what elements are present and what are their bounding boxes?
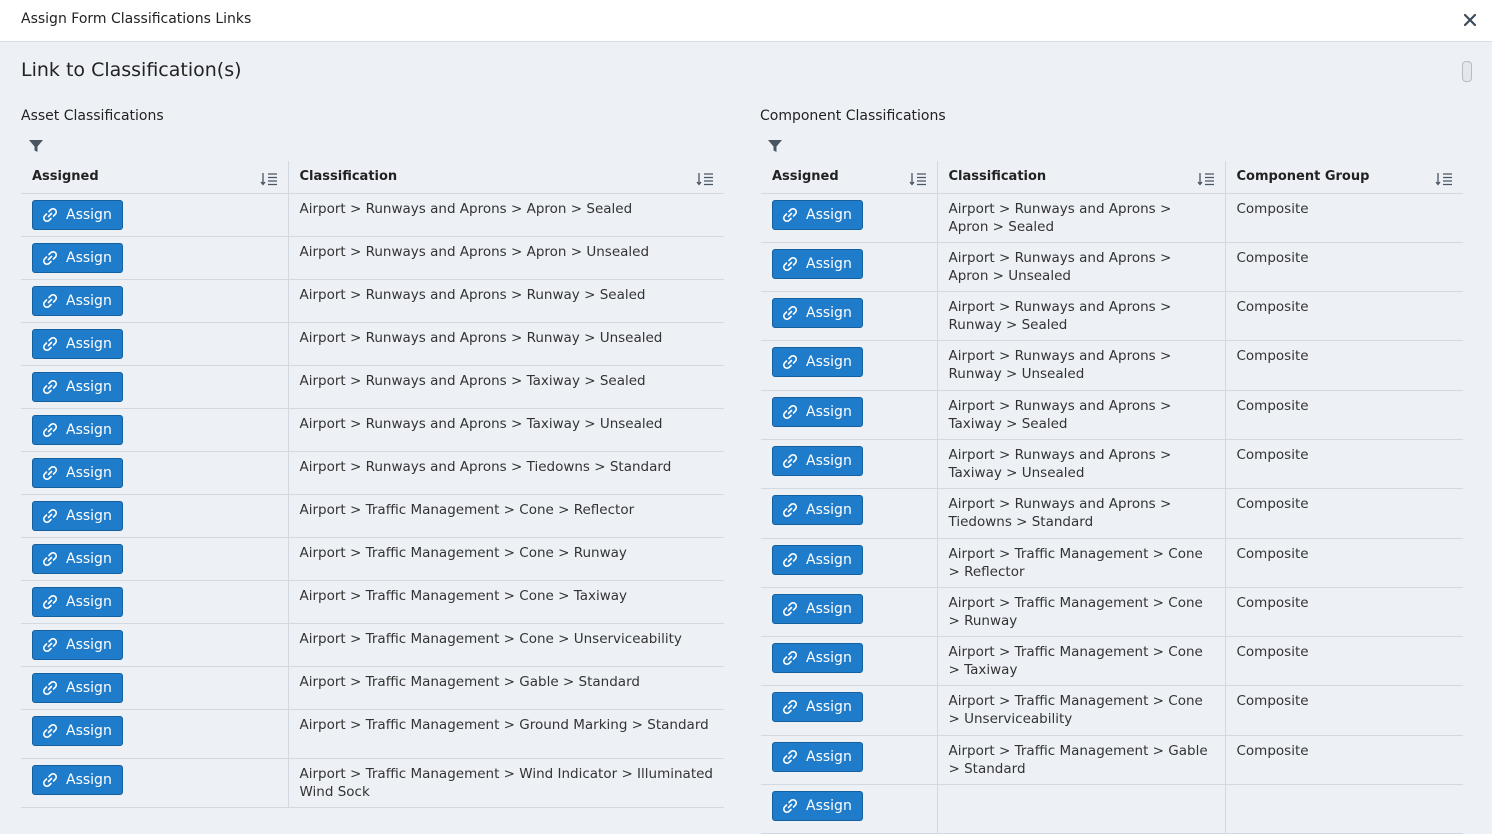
asset-section-title: Asset Classifications <box>21 108 164 124</box>
assign-button[interactable] <box>772 742 863 772</box>
table-row <box>21 193 724 236</box>
component-group-cell: Composite <box>1225 390 1463 439</box>
assign-button[interactable] <box>32 587 123 617</box>
component-group-cell: Composite <box>1225 292 1463 341</box>
component-group-cell: Composite <box>1225 686 1463 735</box>
table-row <box>21 236 724 279</box>
assign-label: Assign <box>806 699 852 716</box>
link-icon <box>782 404 798 420</box>
component-group-cell: Composite <box>1225 193 1463 242</box>
classification-cell: Airport > Runways and Aprons > Tiedowns > Standard <box>288 451 724 494</box>
assign-label: Assign <box>66 249 112 266</box>
component-group-cell: Composite <box>1225 439 1463 488</box>
classification-cell: Airport > Traffic Management > Cone > Reflector <box>937 538 1225 587</box>
component-col-assigned-label: Assigned <box>772 169 839 185</box>
assign-button[interactable] <box>32 716 123 746</box>
component-group-cell: Composite <box>1225 735 1463 784</box>
component-col-classification-label: Classification <box>948 169 1047 185</box>
classification-cell: Airport > Traffic Management > Gable > Standard <box>937 735 1225 784</box>
classification-cell: Airport > Runways and Aprons > Apron > Sealed <box>937 193 1225 242</box>
assign-label: Assign <box>66 636 112 653</box>
classification-cell: Airport > Traffic Management > Ground Marking > Standard <box>288 709 724 758</box>
assign-label: Assign <box>806 305 852 322</box>
sort-icon[interactable] <box>696 171 714 187</box>
link-icon <box>42 336 58 352</box>
table-row <box>21 408 724 451</box>
table-row <box>21 279 724 322</box>
link-icon <box>782 552 798 568</box>
assign-button[interactable] <box>32 243 123 273</box>
assign-label: Assign <box>806 600 852 617</box>
page-heading: Link to Classification(s) <box>21 59 242 81</box>
component-group-cell: Composite <box>1225 341 1463 390</box>
table-row <box>761 686 1463 735</box>
table-row <box>761 587 1463 636</box>
component-col-assigned[interactable] <box>761 161 937 193</box>
link-icon <box>42 250 58 266</box>
asset-col-classification[interactable] <box>288 161 724 193</box>
assign-button[interactable] <box>772 347 863 377</box>
sort-icon[interactable] <box>1435 171 1453 187</box>
table-row <box>761 735 1463 784</box>
link-icon <box>42 594 58 610</box>
table-row <box>21 451 724 494</box>
assign-button[interactable] <box>32 673 123 703</box>
classification-cell: Airport > Traffic Management > Cone > Runway <box>937 587 1225 636</box>
assign-button[interactable] <box>772 397 863 427</box>
assign-label: Assign <box>806 255 852 272</box>
component-group-cell: Composite <box>1225 637 1463 686</box>
table-row <box>21 623 724 666</box>
assign-label: Assign <box>806 798 852 815</box>
component-group-cell <box>1225 785 1463 834</box>
link-icon <box>782 749 798 765</box>
link-icon <box>42 772 58 788</box>
table-row <box>21 709 724 758</box>
sort-icon[interactable] <box>1197 171 1215 187</box>
assign-button[interactable] <box>32 200 123 230</box>
component-col-group[interactable] <box>1225 161 1463 193</box>
link-icon <box>42 422 58 438</box>
link-icon <box>782 502 798 518</box>
classification-cell: Airport > Runways and Aprons > Taxiway > Sealed <box>937 390 1225 439</box>
link-icon <box>782 601 798 617</box>
component-group-cell: Composite <box>1225 538 1463 587</box>
table-row <box>761 242 1463 291</box>
assign-button[interactable] <box>772 545 863 575</box>
table-row <box>761 439 1463 488</box>
table-row <box>21 537 724 580</box>
assign-label: Assign <box>66 206 112 223</box>
link-icon <box>42 637 58 653</box>
assign-button[interactable] <box>772 446 863 476</box>
assign-label: Assign <box>806 354 852 371</box>
dialog-title: Assign Form Classifications Links <box>21 11 252 27</box>
assign-label: Assign <box>806 403 852 420</box>
classification-cell: Airport > Traffic Management > Cone > Runway <box>288 537 724 580</box>
classification-cell: Airport > Runways and Aprons > Runway > Sealed <box>288 279 724 322</box>
table-row <box>761 637 1463 686</box>
assign-label: Assign <box>66 507 112 524</box>
component-group-cell: Composite <box>1225 489 1463 538</box>
classification-cell: Airport > Runways and Aprons > Runway > Unsealed <box>937 341 1225 390</box>
table-row <box>21 494 724 537</box>
link-icon <box>782 256 798 272</box>
table-row <box>761 489 1463 538</box>
classification-cell <box>937 785 1225 834</box>
classification-cell: Airport > Traffic Management > Cone > Taxiway <box>288 580 724 623</box>
table-row <box>21 758 724 807</box>
scrollbar-thumb[interactable] <box>1462 61 1472 82</box>
table-row <box>761 538 1463 587</box>
assign-button[interactable] <box>32 415 123 445</box>
classification-cell: Airport > Traffic Management > Cone > Unserviceability <box>937 686 1225 735</box>
link-icon <box>782 305 798 321</box>
table-row <box>761 292 1463 341</box>
link-icon <box>42 207 58 223</box>
classification-cell: Airport > Traffic Management > Gable > Standard <box>288 666 724 709</box>
assign-label: Assign <box>806 748 852 765</box>
assign-button[interactable] <box>32 501 123 531</box>
table-row <box>21 580 724 623</box>
component-section-title: Component Classifications <box>760 108 946 124</box>
assign-label: Assign <box>66 722 112 739</box>
assign-label: Assign <box>66 378 112 395</box>
assign-label: Assign <box>66 771 112 788</box>
classification-cell: Airport > Runways and Aprons > Tiedowns > Standard <box>937 489 1225 538</box>
assign-button[interactable] <box>32 372 123 402</box>
filter-icon[interactable] <box>28 138 44 154</box>
link-icon <box>782 699 798 715</box>
table-row <box>761 390 1463 439</box>
assign-button[interactable] <box>32 630 123 660</box>
assign-button[interactable] <box>772 249 863 279</box>
asset-grid <box>21 161 724 800</box>
assign-button[interactable] <box>32 765 123 795</box>
link-icon <box>42 293 58 309</box>
classification-cell: Airport > Runways and Aprons > Runway > Sealed <box>937 292 1225 341</box>
assign-button[interactable] <box>32 329 123 359</box>
sort-icon[interactable] <box>260 171 278 187</box>
classification-cell: Airport > Traffic Management > Cone > Unserviceability <box>288 623 724 666</box>
classification-cell: Airport > Runways and Aprons > Taxiway > Sealed <box>288 365 724 408</box>
component-group-cell: Composite <box>1225 242 1463 291</box>
link-icon <box>42 680 58 696</box>
classification-cell: Airport > Traffic Management > Wind Indicator > Illuminated Wind Sock <box>288 758 724 807</box>
link-icon <box>42 508 58 524</box>
asset-col-assigned-label: Assigned <box>32 169 99 185</box>
assign-label: Assign <box>806 502 852 519</box>
link-icon <box>42 551 58 567</box>
assign-button[interactable] <box>32 458 123 488</box>
classification-cell: Airport > Runways and Aprons > Apron > Unsealed <box>288 236 724 279</box>
classification-cell: Airport > Traffic Management > Cone > Taxiway <box>937 637 1225 686</box>
classification-cell: Airport > Runways and Aprons > Runway > Unsealed <box>288 322 724 365</box>
link-icon <box>782 798 798 814</box>
assign-button[interactable] <box>772 791 863 821</box>
assign-label: Assign <box>66 421 112 438</box>
component-col-classification[interactable] <box>937 161 1225 193</box>
component-grid <box>761 161 1463 815</box>
dialog-titlebar <box>0 0 1492 42</box>
assign-button[interactable] <box>772 594 863 624</box>
assign-label: Assign <box>806 551 852 568</box>
assign-label: Assign <box>66 335 112 352</box>
table-row <box>21 666 724 709</box>
table-row <box>761 193 1463 242</box>
assign-button[interactable] <box>772 200 863 230</box>
classification-cell: Airport > Traffic Management > Cone > Reflector <box>288 494 724 537</box>
component-group-cell: Composite <box>1225 587 1463 636</box>
assign-label: Assign <box>66 464 112 481</box>
assign-label: Assign <box>66 593 112 610</box>
assign-label: Assign <box>806 206 852 223</box>
component-col-group-label: Component Group <box>1236 169 1370 185</box>
link-icon <box>782 453 798 469</box>
assign-button[interactable] <box>772 643 863 673</box>
classification-cell: Airport > Runways and Aprons > Taxiway > Unsealed <box>288 408 724 451</box>
filter-icon[interactable] <box>767 138 783 154</box>
classification-cell: Airport > Runways and Aprons > Apron > Unsealed <box>937 242 1225 291</box>
assign-button[interactable] <box>772 298 863 328</box>
link-icon <box>42 723 58 739</box>
assign-label: Assign <box>66 679 112 696</box>
assign-button[interactable] <box>32 286 123 316</box>
table-row <box>761 341 1463 390</box>
assign-button[interactable] <box>32 544 123 574</box>
classification-cell: Airport > Runways and Aprons > Taxiway > Unsealed <box>937 439 1225 488</box>
table-row <box>21 365 724 408</box>
table-row <box>761 785 1463 834</box>
link-icon <box>782 354 798 370</box>
link-icon <box>782 207 798 223</box>
assign-label: Assign <box>806 452 852 469</box>
assign-label: Assign <box>66 550 112 567</box>
asset-col-assigned[interactable] <box>21 161 288 193</box>
link-icon <box>42 465 58 481</box>
assign-button[interactable] <box>772 692 863 722</box>
classification-cell: Airport > Runways and Aprons > Apron > Sealed <box>288 193 724 236</box>
asset-col-classification-label: Classification <box>299 169 398 185</box>
close-icon[interactable] <box>1461 11 1479 29</box>
assign-button[interactable] <box>772 495 863 525</box>
assign-label: Assign <box>66 292 112 309</box>
link-icon <box>782 650 798 666</box>
table-row <box>21 322 724 365</box>
link-icon <box>42 379 58 395</box>
assign-label: Assign <box>806 650 852 667</box>
sort-icon[interactable] <box>909 171 927 187</box>
